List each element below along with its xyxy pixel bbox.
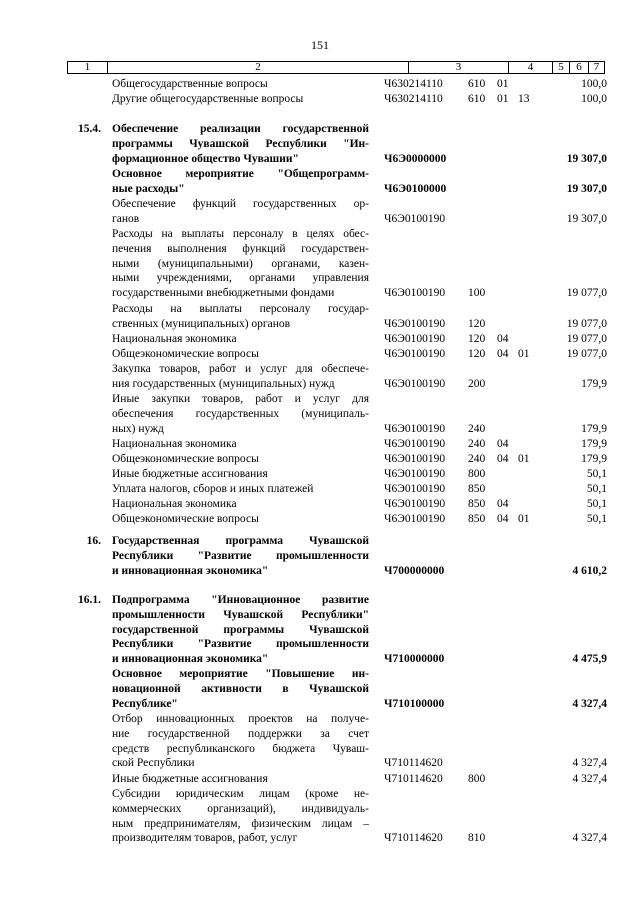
row-description: новационной активности в Чувашской	[112, 682, 369, 695]
row-description: Государственная программа Чувашской	[112, 535, 369, 547]
row-description: Общеэкономические вопросы	[112, 453, 259, 465]
section-code: 04	[497, 513, 509, 525]
expense-type-code: 240	[468, 453, 486, 465]
table-row-line	[0, 302, 640, 317]
table-row-line	[0, 392, 640, 407]
target-article-code: Ч710114620	[384, 757, 443, 770]
table-row-line	[0, 482, 640, 497]
amount: 19 077,0	[566, 333, 607, 345]
target-article-code: Ч6Э0100190	[384, 377, 446, 390]
row-description: и инновационная экономика"	[112, 564, 269, 577]
header-col-3: 3	[409, 62, 509, 73]
target-article-code: Ч6Э0100190	[384, 212, 446, 225]
table-row-line	[0, 534, 640, 549]
row-description: Обеспечение реализации государственной	[112, 123, 369, 135]
row-description: ской Республики	[112, 757, 195, 770]
table-row-line	[0, 197, 640, 212]
table-row-line	[0, 697, 640, 712]
row-description: Расходы на выплаты персоналу в целях обес-	[112, 228, 369, 240]
row-description: Субсидии юридическим лицам (кроме не-	[112, 788, 369, 800]
row-description: Республике"	[112, 697, 178, 710]
row-description: государственной программы Чувашской	[112, 623, 369, 636]
amount: 179,9	[581, 422, 607, 435]
table-row-line	[0, 77, 640, 92]
subsection-code: 01	[518, 348, 530, 360]
row-description: ние государственной поддержки за счет	[112, 727, 369, 740]
row-description: Обеспечение функций государственных ор-	[112, 198, 369, 210]
row-description: Республики "Развитие промышленности	[112, 549, 369, 562]
row-description: Общеэкономические вопросы	[112, 513, 259, 525]
header-col-5: 5	[553, 62, 570, 73]
amount: 179,9	[581, 377, 607, 390]
row-description: государственными внебюджетными фондами	[112, 287, 335, 299]
header-col-2: 2	[108, 62, 409, 73]
section-code: 04	[497, 438, 509, 450]
row-description: Общегосударственные вопросы	[112, 78, 268, 90]
subsection-code: 01	[518, 453, 530, 465]
row-description: ных) нужд	[112, 422, 164, 435]
row-description: печения выполнения функций государствен-	[112, 242, 369, 255]
row-description: промышленности Чувашской Республики"	[112, 608, 369, 621]
row-description: Республики "Развитие промышленности	[112, 638, 369, 651]
row-description: и инновационная экономика"	[112, 653, 269, 665]
target-article-code: Ч710100000	[384, 697, 445, 710]
target-article-code: Ч6Э0100190	[384, 348, 446, 360]
row-description: программы Чувашской Республики "Ин-	[112, 137, 369, 150]
row-number: 16.1.	[78, 594, 101, 606]
row-description: формационное общество Чувашии"	[112, 152, 299, 165]
row-description: Основное мероприятие "Повышение ин-	[112, 668, 369, 680]
table-row-line	[0, 608, 640, 623]
table-row-line	[0, 787, 640, 802]
target-article-code: Ч6Э0100190	[384, 317, 446, 330]
row-description: Основное мероприятие "Общепрограмм-	[112, 168, 369, 180]
table-row-line	[0, 227, 640, 242]
expense-type-code: 850	[468, 483, 486, 495]
section-code: 01	[497, 93, 509, 105]
table-row-line	[0, 422, 640, 437]
amount: 4 327,4	[572, 773, 607, 785]
amount: 50,1	[586, 468, 607, 480]
row-description: обеспечения государственных (муниципаль-	[112, 407, 369, 420]
expense-type-code: 200	[468, 377, 486, 390]
expense-type-code: 240	[468, 438, 486, 450]
amount: 19 077,0	[566, 317, 607, 330]
table-row-line	[0, 682, 640, 697]
target-article-code: Ч6Э0100190	[384, 483, 446, 495]
table-row-line	[0, 182, 640, 197]
amount: 4 327,4	[572, 697, 607, 710]
expense-type-code: 610	[468, 93, 486, 105]
expense-type-code: 800	[468, 468, 486, 480]
row-description: Иные закупки товаров, работ и услуг для	[112, 393, 369, 405]
subsection-code: 13	[518, 93, 530, 105]
header-col-6: 6	[570, 62, 589, 73]
target-article-code: Ч710114620	[384, 773, 443, 785]
row-description: коммерческих организаций), индивидуаль-	[112, 802, 369, 815]
table-row-line	[0, 802, 640, 817]
target-article-code: Ч6Э0100190	[384, 513, 446, 525]
amount: 19 307,0	[566, 212, 607, 225]
row-description: Иные бюджетные ассигнования	[112, 773, 268, 785]
row-description: ные расходы"	[112, 182, 185, 195]
amount: 4 327,4	[572, 832, 607, 845]
table-row-line	[0, 623, 640, 638]
target-article-code: Ч6Э0100190	[384, 438, 446, 450]
row-description: средств республиканского бюджета Чуваш-	[112, 742, 369, 755]
amount: 19 077,0	[566, 348, 607, 360]
table-row-line	[0, 122, 640, 137]
table-row-line	[0, 317, 640, 332]
expense-type-code: 610	[468, 78, 486, 90]
expense-type-code: 240	[468, 422, 486, 435]
table-row-line	[0, 637, 640, 652]
section-code: 04	[497, 333, 509, 345]
amount: 19 307,0	[566, 182, 607, 195]
table-row-line	[0, 286, 640, 301]
expense-type-code: 850	[468, 498, 486, 510]
amount: 50,1	[586, 513, 607, 525]
amount: 4 610,2	[572, 564, 607, 577]
header-col-4: 4	[509, 62, 553, 73]
table-row-line	[0, 137, 640, 152]
amount: 50,1	[586, 498, 607, 510]
table-row-line	[0, 242, 640, 257]
row-number: 15.4.	[78, 123, 101, 135]
amount: 50,1	[586, 483, 607, 495]
amount: 4 475,9	[572, 653, 607, 665]
row-description: ным предпринимателям, физическим лицам –	[112, 817, 369, 830]
table-row-line	[0, 152, 640, 167]
target-article-code: Ч6Э0100190	[384, 287, 446, 299]
row-description: Национальная экономика	[112, 438, 237, 450]
table-row-line	[0, 212, 640, 227]
target-article-code: Ч6Э0100190	[384, 333, 446, 345]
table-row-line	[0, 452, 640, 467]
expense-type-code: 120	[468, 317, 486, 330]
header-col-7: 7	[593, 61, 600, 73]
table-row-line	[0, 467, 640, 482]
amount: 19 307,0	[566, 152, 607, 165]
target-article-code: Ч6Э0100190	[384, 498, 446, 510]
target-article-code: Ч630214110	[384, 93, 443, 105]
amount: 4 327,4	[572, 757, 607, 770]
amount: 100,0	[581, 93, 607, 105]
table-row-line	[0, 593, 640, 608]
row-description: производителям товаров, работ, услуг	[112, 832, 298, 845]
target-article-code: Ч710000000	[384, 653, 445, 665]
expense-type-code: 800	[468, 773, 486, 785]
table-row-line	[0, 437, 640, 452]
row-description: Национальная экономика	[112, 333, 237, 345]
table-row-line	[0, 756, 640, 771]
target-article-code: Ч6Э0100000	[384, 182, 447, 195]
row-description: Отбор инновационных проектов на получе-	[112, 713, 369, 725]
table-row-line	[0, 271, 640, 286]
table-row-line	[0, 167, 640, 182]
target-article-code: Ч6Э0000000	[384, 152, 447, 165]
row-number: 16.	[86, 535, 101, 547]
row-description: ными учреждениями, органами управления	[112, 272, 369, 285]
table-row-line	[0, 377, 640, 392]
section-code: 04	[497, 498, 509, 510]
table-row-line	[0, 347, 640, 362]
section-code: 04	[497, 348, 509, 360]
page-number: 151	[311, 38, 329, 52]
table-row-line	[0, 667, 640, 682]
table-row-line	[0, 92, 640, 107]
table-row-line	[0, 712, 640, 727]
row-description: Уплата налогов, сборов и иных платежей	[112, 483, 314, 495]
row-description: ственных (муниципальных) органов	[112, 317, 291, 330]
table-row-line	[0, 817, 640, 832]
target-article-code: Ч710114620	[384, 832, 443, 845]
expense-type-code: 850	[468, 513, 486, 525]
amount: 100,0	[581, 78, 607, 90]
row-description: ния государственных (муниципальных) нужд	[112, 377, 335, 390]
section-code: 04	[497, 453, 509, 465]
target-article-code: Ч6Э0100190	[384, 422, 446, 435]
row-description: Подпрограмма "Инновационное развитие	[112, 594, 369, 606]
expense-type-code: 100	[468, 287, 486, 299]
target-article-code: Ч6Э0100190	[384, 468, 446, 480]
table-row-line	[0, 512, 640, 527]
table-row-line	[0, 742, 640, 757]
expense-type-code: 120	[468, 333, 486, 345]
expense-type-code: 810	[468, 832, 486, 845]
table-row-line	[0, 497, 640, 512]
row-description: Закупка товаров, работ и услуг для обеспече-	[112, 363, 369, 375]
row-description: Другие общегосударственные вопросы	[112, 93, 304, 105]
target-article-code: Ч6Э0100190	[384, 453, 446, 465]
header-col-1: 1	[68, 62, 108, 73]
row-description: ными (муниципальными) органами, казен-	[112, 257, 369, 270]
amount: 179,9	[581, 453, 607, 465]
amount: 19 077,0	[566, 287, 607, 299]
table-row-line	[0, 831, 640, 846]
expense-type-code: 120	[468, 348, 486, 360]
subsection-code: 01	[518, 513, 530, 525]
table-row-line	[0, 564, 640, 579]
amount: 179,9	[581, 438, 607, 450]
table-row-line	[0, 362, 640, 377]
target-article-code: Ч700000000	[384, 564, 445, 577]
row-description: Иные бюджетные ассигнования	[112, 468, 268, 480]
table-row-line	[0, 727, 640, 742]
table-row-line	[0, 772, 640, 787]
target-article-code: Ч630214110	[384, 78, 443, 90]
row-description: Общеэкономические вопросы	[112, 348, 259, 360]
table-row-line	[0, 332, 640, 347]
table-row-line	[0, 549, 640, 564]
table-row-line	[0, 652, 640, 667]
row-description: Национальная экономика	[112, 498, 237, 510]
table-row-line	[0, 257, 640, 272]
section-code: 01	[497, 78, 509, 90]
row-description: Расходы на выплаты персоналу государ-	[112, 303, 369, 315]
row-description: ганов	[112, 212, 140, 225]
table-row-line	[0, 407, 640, 422]
